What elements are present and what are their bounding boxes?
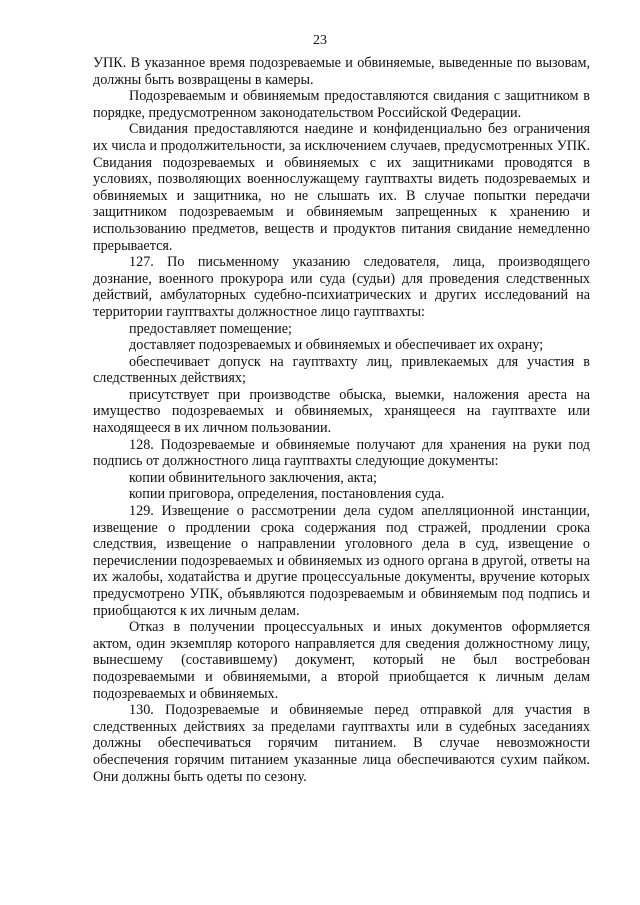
paragraph: 128. Подозреваемые и обвиняемые получают для хранения на руки под подпись от должностного лица гауптвахты следующие документы: bbox=[93, 436, 590, 470]
document-body bbox=[93, 55, 590, 785]
paragraph: Свидания предоставляются наедине и конфиденциально без ограничения их числа и продолжительности, за исключением случаев, предусмотренных УПК. Свидания подозреваемых и обвиняемых с их защитниками проводятся в условиях, позволяющих военнослужащему гауптвахты видеть подозреваемых и обвиняемых и защитника, но не слышать их. В случае попытки передачи защитником подозреваемым и обвиняемым запрещенных к хранению и использованию предметов, веществ и продуктов питания свидание немедленно прерывается. bbox=[93, 121, 590, 254]
list-item: доставляет подозреваемых и обвиняемых и обеспечивает их охрану; bbox=[129, 337, 544, 354]
paragraph: 127. По письменному указанию следователя, лица, производящего дознание, военного прокурора или суда (судьи) для проведения следственных действий, амбулаторных судебно-психиатрических и других исследований на территории гауптвахты должностное лицо гауптвахты: bbox=[93, 254, 590, 320]
paragraph: Отказ в получении процессуальных и иных документов оформляется актом, один экземпляр которого направляется для сведения должностному лицу, вынесшему (составившему) документ, который не был востребован подозреваемыми и обвиняемыми, а второй приобщается к личным делам подозреваемых и обвиняемых. bbox=[93, 619, 590, 702]
list-item: копии обвинительного заключения, акта; bbox=[129, 469, 378, 486]
list-item: обеспечивает допуск на гауптвахту лиц, привлекаемых для участия в следственных действиях; bbox=[93, 353, 590, 387]
list-item: копии приговора, определения, постановления суда. bbox=[129, 486, 445, 503]
paragraph: Подозреваемым и обвиняемым предоставляются свидания с защитником в порядке, предусмотренном законодательством Российской Федерации. bbox=[93, 88, 590, 121]
list-item: предоставляет помещение; bbox=[129, 320, 292, 337]
list-item: присутствует при производстве обыска, выемки, наложения ареста на имущество подозреваемых и обвиняемых, хранящееся на гауптвахте или находящееся в их личном пользовании. bbox=[93, 386, 590, 437]
paragraph: 129. Извещение о рассмотрении дела судом апелляционной инстанции, извещение о продлении срока содержания под стражей, продлении срока следствия, извещение о направлении уголовного дела в суд, извещение о перечислении подозреваемых и обвиняемых из одного органа в другой, ответы на их жалобы, ходатайства и другие процессуальные документы, вручение которых предусмотрено УПК, объявляются подозреваемым и обвиняемым под подпись и приобщаются к их личным делам. bbox=[93, 503, 590, 619]
paragraph: УПК. В указанное время подозреваемые и обвиняемые, выведенные по вызовам, должны быть возвращены в камеры. bbox=[93, 55, 590, 88]
page-number: 23 bbox=[313, 33, 327, 48]
paragraph: 130. Подозреваемые и обвиняемые перед отправкой для участия в следственных действиях за пределами гауптвахты или в судебных заседаниях должны обеспечиваться горячим питанием. В случае невозможности обеспечения горячим питанием указанные лица обеспечиваются сухим пайком. Они должны быть одеты по сезону. bbox=[93, 702, 590, 785]
